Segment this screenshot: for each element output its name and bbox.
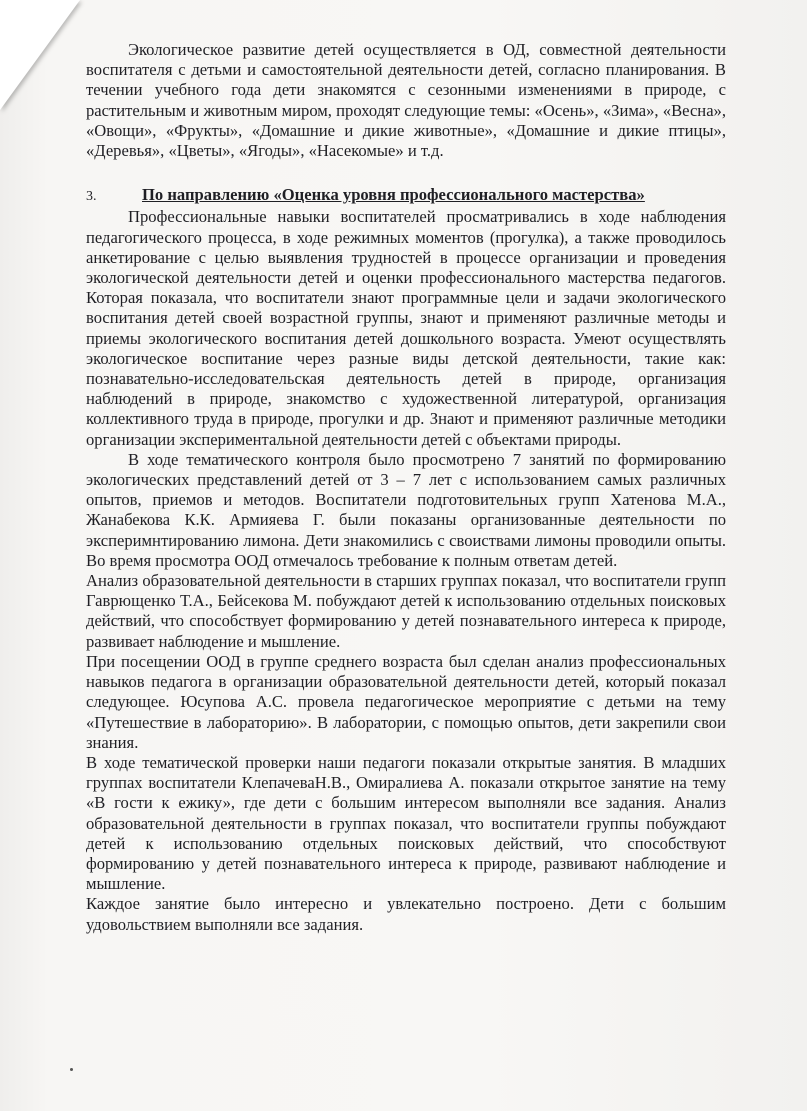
paragraph-middle-group-visit: При посещении ООД в группе среднего возраста был сделан анализ профессиональных навыков педагога в организации образовательной деятельности детей, который показал следующее. Юсупова А.С. провела педагогическое мероприятие с детьми на тему «Путешествие в лабораторию». В лаборатории, с помощью опытов, дети закрепили свои знания. <box>86 651 726 752</box>
paragraph-open-lessons: В ходе тематической проверки наши педагоги показали открытые занятия. В младших группах воспитатели КлепачеваН.В., Омиралиева А. показали открытое занятие на тему «В гости к ежику», где дети с большим интересом выполняли все задания. Анализ образовательной деятельности в группах показал, что воспитатели группы побуждают детей к использованию отдельных поисковых действий, что способствуют формированию у детей познавательного интереса к природе, развивают наблюдение и мышление. <box>86 752 726 894</box>
section-title: По направлению «Оценка уровня профессионального мастерства» <box>142 185 645 205</box>
paragraph-conclusion: Каждое занятие было интересно и увлекательно построено. Дети с большим удовольствием выполняли все задания. <box>86 894 726 934</box>
document-body <box>86 40 726 935</box>
paragraph-ecological-development: Экологическое развитие детей осуществляется в ОД, совместной деятельности воспитателя с детьми и самостоятельной деятельности детей, согласно планирования. В течении учебного года дети знакомятся с сезонными изменениями в природе, с растительным и животным миром, проходят следующие темы: «Осень», «Зима», «Весна», «Овощи», «Фрукты», «Домашние и дикие животные», «Домашние и дикие птицы», «Деревья», «Цветы», «Ягоды», «Насекомые» и т.д. <box>86 40 726 161</box>
paragraph-senior-groups-analysis: Анализ образовательной деятельности в старших группах показал, что воспитатели групп Гаврющенко Т.А., Бейсекова М. побуждают детей к использованию отдельных поисковых действий, что способствует формированию у детей познавательного интереса к природе, развивает наблюдение и мышление. <box>86 571 726 651</box>
paragraph-thematic-control: В ходе тематического контроля было просмотрено 7 занятий по формированию экологических представлений детей от 3 – 7 лет с использованием самых различных опытов, приемов и методов. Воспитатели подготовительных групп Хатенова М.А., Жанабекова К.К. Армияева Г. были показаны организованные деятельности по эксперимнтированию лимона. Дети знакомились с своиствами лимоны проводили опыты. Во время просмотра ООД отмечалось требование к полным ответам детей. <box>86 449 726 570</box>
paragraph-professional-skills: Профессиональные навыки воспитателей просматривались в ходе наблюдения педагогического процесса, в ходе режимных моментов (прогулка), а также проводилось анкетирование с целью выявления трудностей в процессе организации и проведения экологической деятельности детей и оценки профессионального мастерства педагогов. Которая показала, что воспитатели знают программные цели и задачи экологического воспитания детей своей возрастной группы, знают и применяют различные методы и приемы экологического воспитания детей дошкольного возраста. Умеют осуществлять экологическое воспитание через разные виды детской деятельности, такие как: познавательно-исследовательская деятельность детей в природе, организация наблюдений в природе, знакомство с художественной литературой, организация коллективного труда в природе, прогулки и др. Знают и применяют различные методики организации экспериментальной деятельности детей с объектами природы. <box>86 207 726 449</box>
section-heading <box>86 185 726 207</box>
section-number: 3. <box>86 189 97 205</box>
scan-speck <box>70 1068 73 1071</box>
page-corner-fold <box>0 0 80 110</box>
